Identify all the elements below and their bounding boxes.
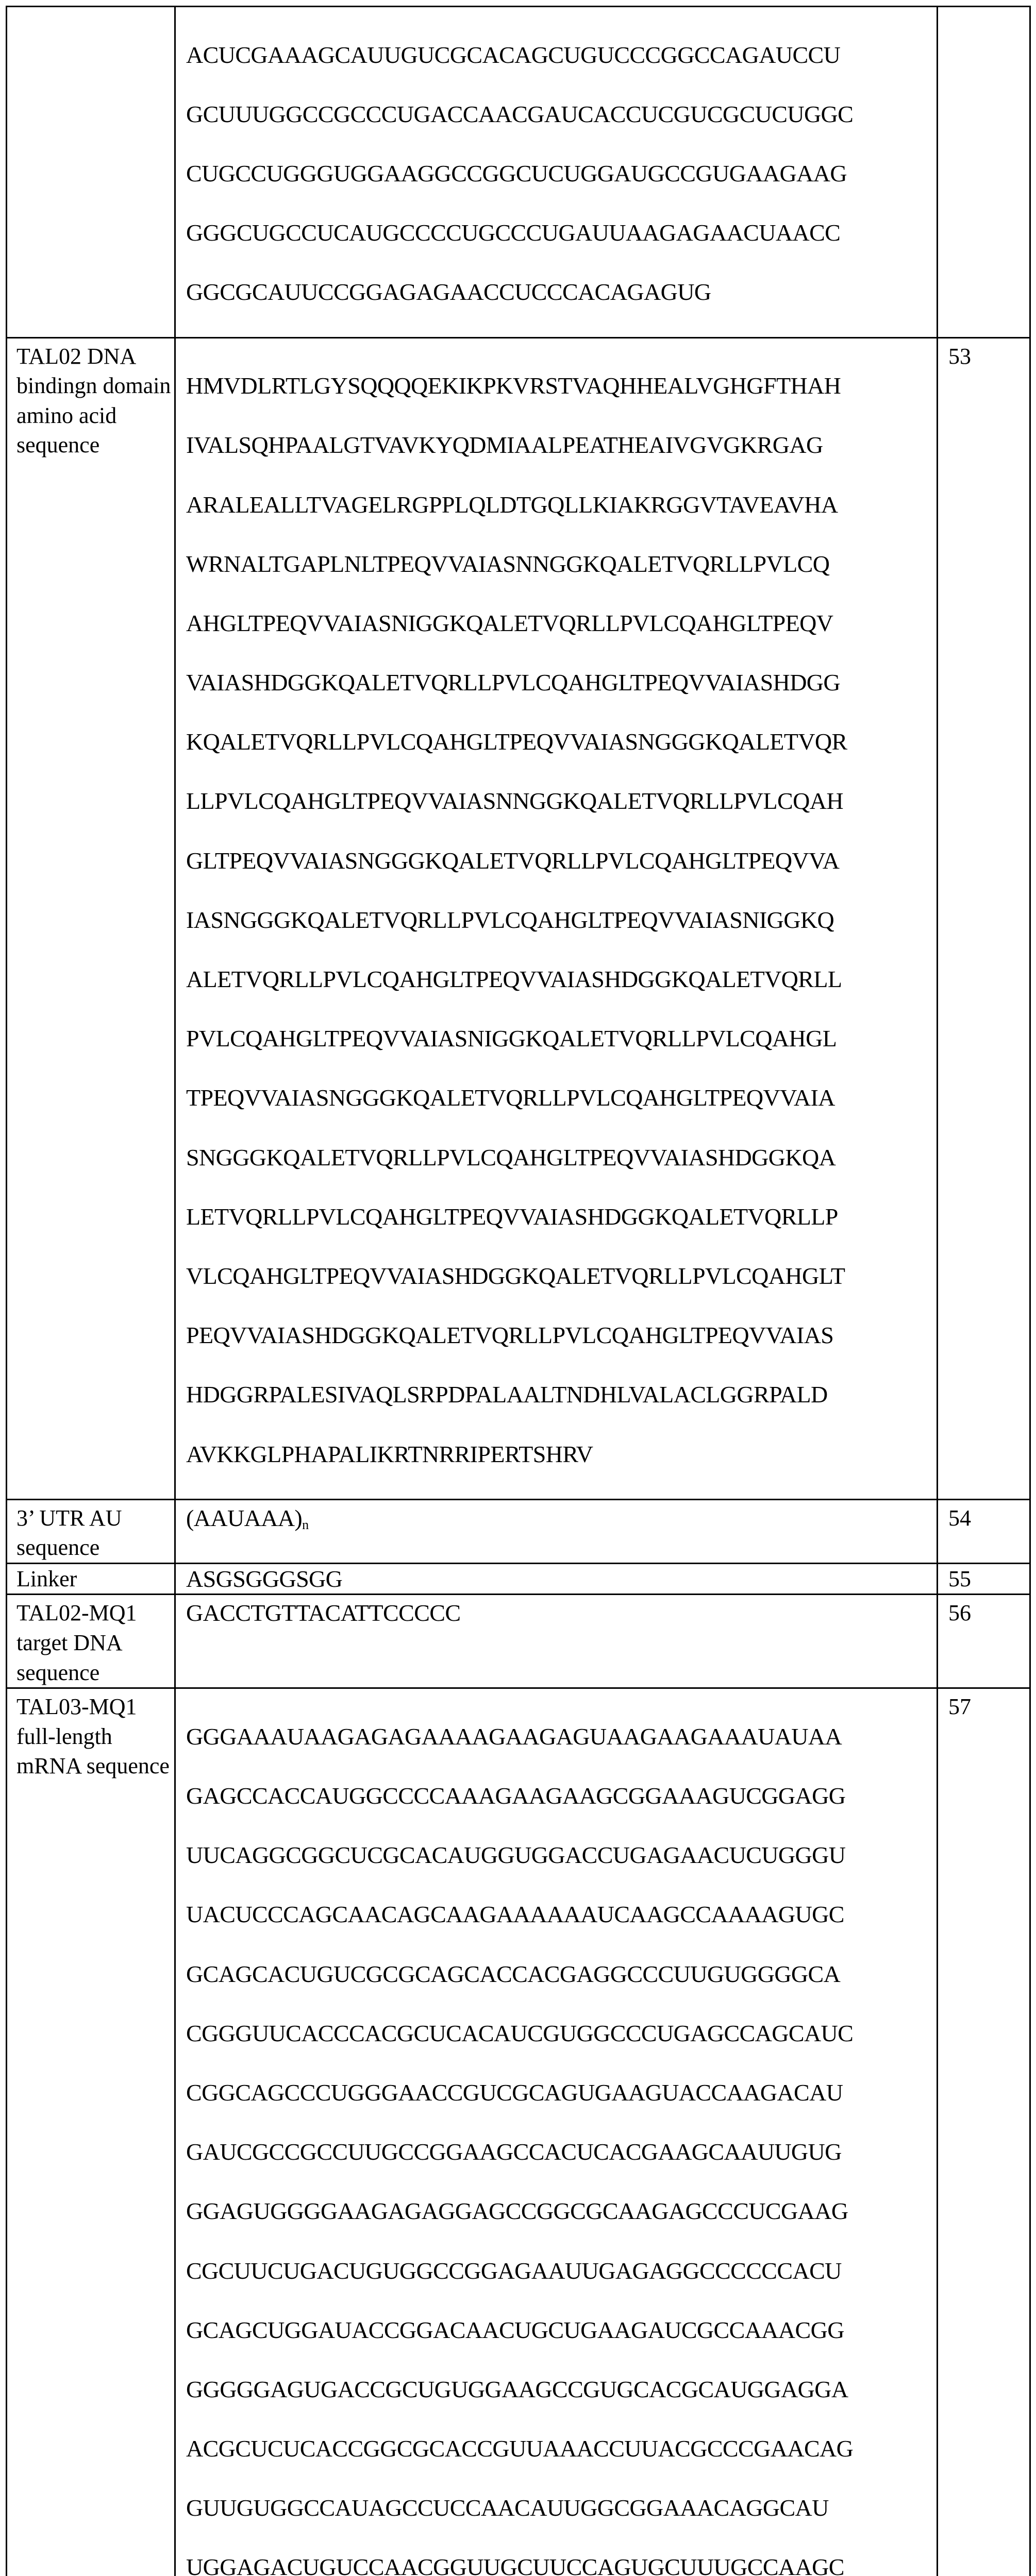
sequence-line: AVKKGLPHAPALIKRTNRRIPERTSHRV: [186, 1440, 593, 1467]
sequence-cell: [175, 1595, 938, 1688]
description-cell: [7, 1563, 175, 1595]
sequence-subscript: n: [302, 1517, 309, 1532]
table-row: [7, 7, 1030, 338]
seq-id-cell: [938, 1499, 1030, 1563]
sequence-line: ACGCUCUCACCGGCGCACCGUUAAACCUUACGCCCGAACAG: [186, 2435, 854, 2462]
sequence-line: LLPVLCQAHGLTPEQVVAIASNNGGKQALETVQRLLPVLCQAH: [186, 788, 843, 815]
sequence-line: SNGGGKQALETVQRLLPVLCQAHGLTPEQVVAIASHDGGKQA: [186, 1144, 836, 1171]
description-label: 3’ UTR AU sequence: [16, 1505, 122, 1561]
sequence-line: HDGGRPALESIVAQLSRPDPALAALTNDHLVALACLGGRPALD: [186, 1381, 828, 1408]
description-cell: [7, 337, 175, 1499]
sequence-text: [176, 338, 937, 1499]
sequence-line: UGGAGACUGUCCAACGGUUGCUUCCAGUGCUUUGCCAAGC: [186, 2554, 844, 2576]
sequence-line: GAGCCACCAUGGCCCCAAAGAAGAAGCGGAAAGUCGGAGG: [186, 1783, 846, 1809]
table-row: [7, 337, 1030, 1499]
sequence-line: HMVDLRTLGYSQQQQEKIKPKVRSTVAQHHEALVGHGFTHAH: [186, 372, 841, 399]
sequence-line: UUCAGGCGGCUCGCACAUGGUGGACCUGAGAACUCUGGGU: [186, 1842, 846, 1869]
sequence-line: GGGGGAGUGACCGCUGUGGAAGCCGUGCACGCAUGGAGGA: [186, 2376, 848, 2402]
sequence-line: GCAGCUGGAUACCGGACAACUGCUGAAGAUCGCCAAACGG: [186, 2316, 844, 2343]
description-label: TAL03-MQ1 full-length mRNA sequence: [16, 1694, 170, 1779]
seq-id-number: 53: [948, 343, 971, 369]
seq-id-number: 55: [948, 1566, 971, 1591]
sequence-cell: [175, 337, 938, 1499]
seq-id-cell: [938, 7, 1030, 338]
table-row: [7, 1688, 1030, 2576]
sequence-line: VAIASHDGGKQALETVQRLLPVLCQAHGLTPEQVVAIASHDGG: [186, 669, 841, 696]
sequence-line: CGGCAGCCCUGGGAACCGUCGCAGUGAAGUACCAAGACAU: [186, 2079, 843, 2106]
sequence-text: GACCTGTTACATTCCCCC: [186, 1600, 461, 1626]
seq-id-number: 57: [948, 1694, 971, 1720]
seq-id-number: [938, 7, 1029, 10]
sequence-line: GGGAAAUAAGAGAGAAAAGAAGAGUAAGAAGAAAUAUAA: [186, 1723, 842, 1750]
sequence-line: CUGCCUGGGUGGAAGGCCGGCUCUGGAUGCCGUGAAGAAG: [186, 160, 847, 187]
sequence-main: (AAUAAA): [186, 1504, 303, 1531]
sequence-line: GLTPEQVVAIASNGGGKQALETVQRLLPVLCQAHGLTPEQVVA: [186, 847, 840, 874]
sequence-cell: [175, 7, 938, 338]
description-label: TAL02-MQ1 target DNA sequence: [16, 1600, 137, 1685]
sequence-table: [6, 6, 1031, 2576]
sequence-line: GGAGUGGGGAAGAGAGGAGCCGGCGCAAGAGCCCUCGAAG: [186, 2198, 848, 2225]
sequence-line: IVALSQHPAALGTVAVKYQDMIAALPEATHEAIVGVGKRGAG: [186, 432, 823, 459]
sequence-line: VLCQAHGLTPEQVVAIASHDGGKQALETVQRLLPVLCQAHGLT: [186, 1262, 845, 1289]
sequence-line: GUUGUGGCCAUAGCCUCCAACAUUGGCGGAAACAGGCAU: [186, 2495, 829, 2521]
sequence-cell: [175, 1499, 938, 1563]
sequence-line: TPEQVVAIASNGGGKQALETVQRLLPVLCQAHGLTPEQVVAIA: [186, 1084, 835, 1111]
seq-id-cell: [938, 337, 1030, 1499]
seq-id-number: 54: [948, 1505, 971, 1531]
sequence-line: ALETVQRLLPVLCQAHGLTPEQVVAIASHDGGKQALETVQRLL: [186, 966, 842, 992]
description-cell: [7, 1688, 175, 2576]
sequence-line: ACUCGAAAGCAUUGUCGCACAGCUGUCCCGGCCAGAUCCU: [186, 41, 841, 68]
description-cell: [7, 1595, 175, 1688]
sequence-line: ARALEALLTVAGELRGPPLQLDTGQLLKIAKRGGVTAVEAVHA: [186, 491, 838, 518]
sequence-text: [176, 1689, 937, 2576]
description-label: TAL02 DNA bindingn domain amino acid sequence: [16, 343, 171, 458]
seq-id-cell: [938, 1563, 1030, 1595]
sequence-line: GAUCGCCGCCUUGCCGGAAGCCACUCACGAAGCAAUUGUG: [186, 2139, 842, 2165]
sequence-line: KQALETVQRLLPVLCQAHGLTPEQVVAIASNGGGKQALETVQR: [186, 728, 847, 755]
sequence-line: LETVQRLLPVLCQAHGLTPEQVVAIASHDGGKQALETVQRLLP: [186, 1203, 838, 1230]
sequence-line: PEQVVAIASHDGGKQALETVQRLLPVLCQAHGLTPEQVVAIAS: [186, 1322, 834, 1349]
sequence-text: [176, 7, 937, 337]
table-row: [7, 1499, 1030, 1563]
sequence-line: PVLCQAHGLTPEQVVAIASNIGGKQALETVQRLLPVLCQAHGL: [186, 1025, 837, 1052]
description-cell: [7, 7, 175, 338]
sequence-line: GGCGCAUUCCGGAGAGAACCUCCCACAGAGUG: [186, 279, 711, 306]
table-row: [7, 1563, 1030, 1595]
description-label: [7, 7, 174, 10]
sequence-line: GGGCUGCCUCAUGCCCCUGCCCUGAUUAAGAGAACUAACC: [186, 219, 841, 246]
sequence-text: ASGSGGGSGG: [186, 1565, 343, 1592]
sequence-line: UACUCCCAGCAACAGCAAGAAAAAAUCAAGCCAAAAGUGC: [186, 1901, 844, 1928]
sequence-cell: [175, 1563, 938, 1595]
sequence-line: GCAGCACUGUCGCGCAGCACCACGAGGCCCUUGUGGGGCA: [186, 1960, 841, 1987]
sequence-cell: [175, 1688, 938, 2576]
seq-id-number: 56: [948, 1600, 971, 1626]
seq-id-cell: [938, 1688, 1030, 2576]
sequence-line: CGCUUCUGACUGUGGCCGGAGAAUUGAGAGGCCCCCCACU: [186, 2257, 842, 2284]
table-row: [7, 1595, 1030, 1688]
sequence-line: WRNALTGAPLNLTPEQVVAIASNNGGKQALETVQRLLPVLCQ: [186, 550, 830, 577]
description-label: Linker: [16, 1566, 77, 1591]
sequence-line: CGGGUUCACCCACGCUCACAUCGUGGCCCUGAGCCAGCAUC: [186, 2020, 854, 2046]
sequence-line: GCUUUGGCCGCCCUGACCAACGAUCACCUCGUCGCUCUGGC: [186, 100, 854, 127]
sequence-line: AHGLTPEQVVAIASNIGGKQALETVQRLLPVLCQAHGLTPEQV: [186, 609, 833, 636]
sequence-line: IASNGGGKQALETVQRLLPVLCQAHGLTPEQVVAIASNIGGKQ: [186, 906, 834, 933]
seq-id-cell: [938, 1595, 1030, 1688]
description-cell: [7, 1499, 175, 1563]
sequence-text: [176, 1500, 937, 1533]
